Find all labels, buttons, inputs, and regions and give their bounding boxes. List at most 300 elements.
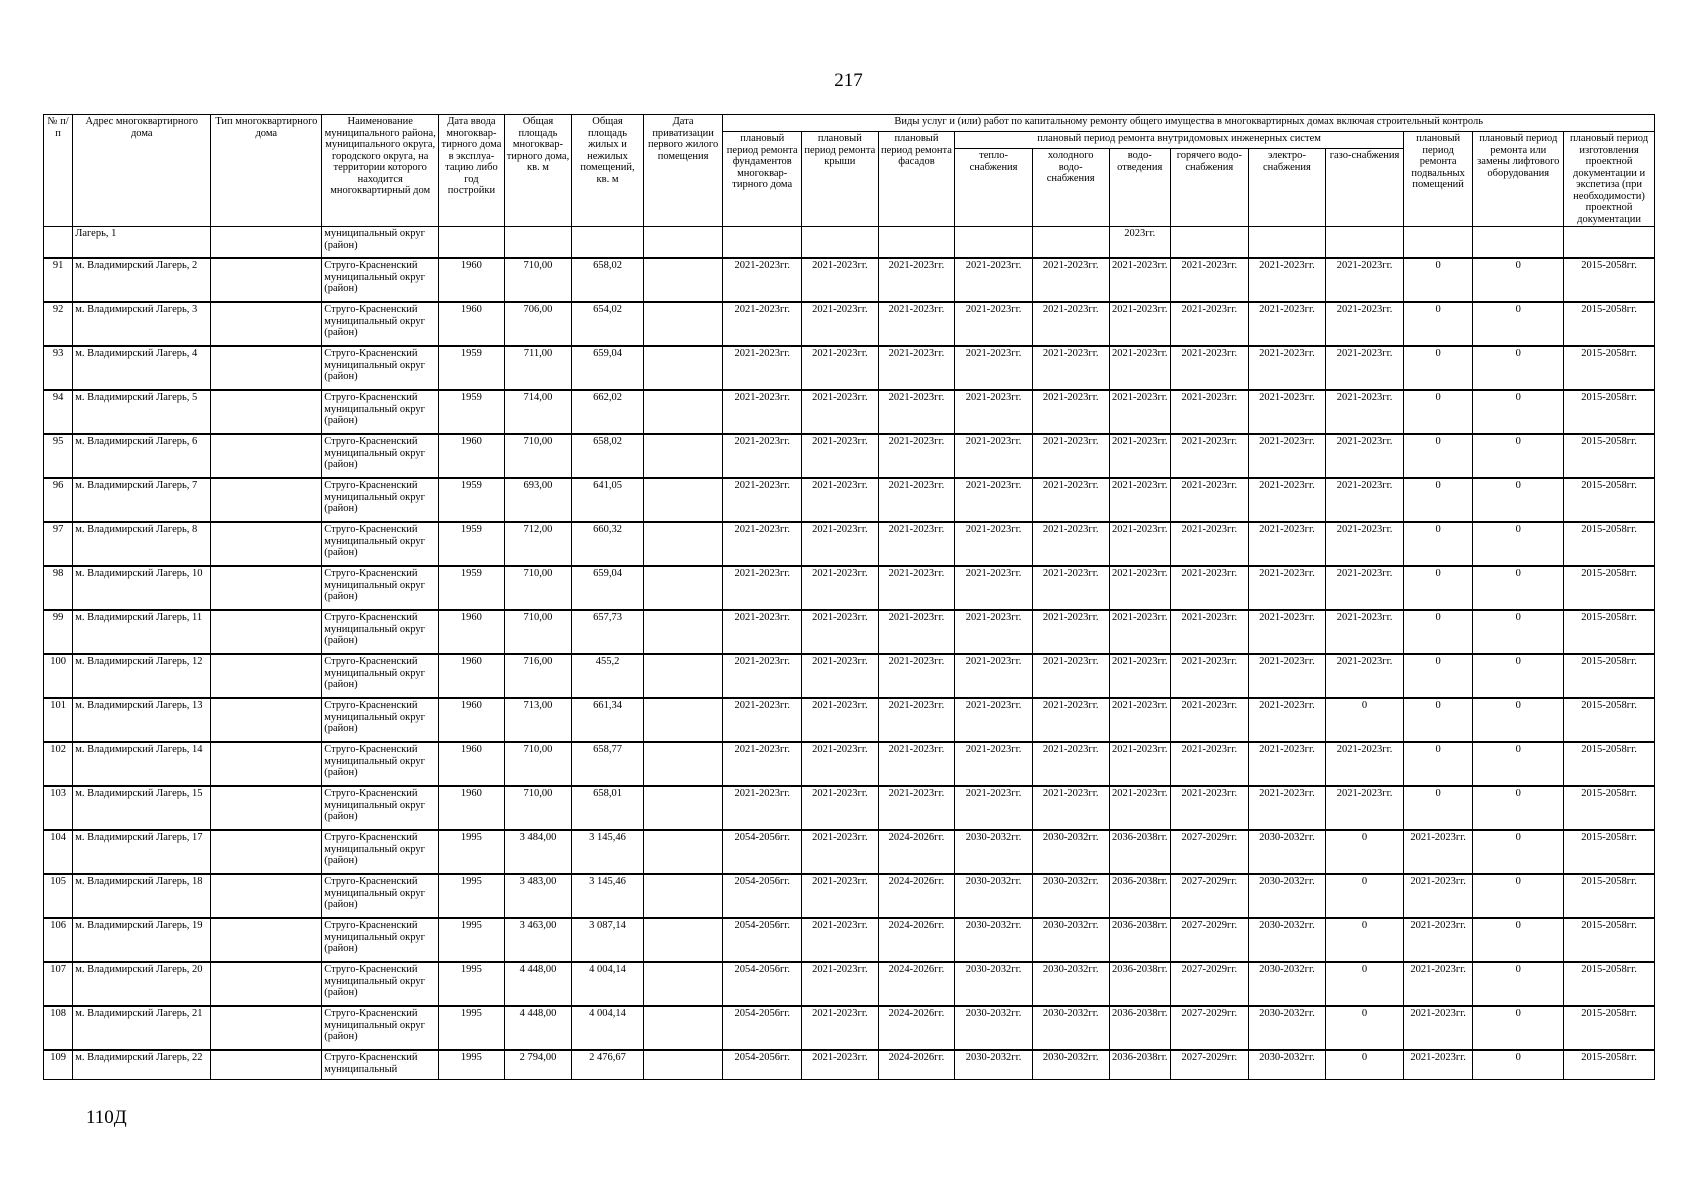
cell-address: м. Владимирский Лагерь, 3 — [73, 302, 211, 346]
cell-drainage: 2021-2023гг. — [1109, 566, 1170, 610]
cell-basement: 2021-2023гг. — [1403, 830, 1473, 874]
cell-living-area: 658,77 — [572, 742, 644, 786]
cell-privatization — [643, 434, 723, 478]
cell-municipality: Струго-Красненский муниципальный округ (район) — [322, 786, 439, 830]
cell-roof: 2021-2023гг. — [802, 478, 879, 522]
cell-design-docs: 2015-2058гг. — [1564, 918, 1655, 962]
cell-drainage: 2021-2023гг. — [1109, 654, 1170, 698]
cell-type — [211, 742, 322, 786]
cell-design-docs: 2015-2058гг. — [1564, 962, 1655, 1006]
cell-drainage: 2021-2023гг. — [1109, 698, 1170, 742]
cell-hot-water — [1170, 227, 1248, 259]
cell-municipality: Струго-Красненский муниципальный округ (район) — [322, 390, 439, 434]
cell-gas: 2021-2023гг. — [1326, 610, 1404, 654]
cell-year: 1960 — [439, 698, 505, 742]
cell-heat: 2021-2023гг. — [955, 390, 1033, 434]
cell-design-docs: 2015-2058гг. — [1564, 742, 1655, 786]
cell-elevator: 0 — [1473, 478, 1564, 522]
cell-elevator — [1473, 227, 1564, 259]
cell-facade: 2021-2023гг. — [878, 742, 955, 786]
cell-gas: 2021-2023гг. — [1326, 566, 1404, 610]
cell-municipality: Струго-Красненский муниципальный округ (район) — [322, 566, 439, 610]
cell-year: 1995 — [439, 918, 505, 962]
cell-type — [211, 918, 322, 962]
cell-basement: 2021-2023гг. — [1403, 1006, 1473, 1050]
cell-type — [211, 786, 322, 830]
cell-cold-water: 2021-2023гг. — [1032, 566, 1109, 610]
cell-facade: 2024-2026гг. — [878, 874, 955, 918]
table-row — [44, 874, 1655, 918]
header-elevator: плановый период ремонта или замены лифтового оборудования — [1473, 132, 1564, 227]
cell-hot-water: 2021-2023гг. — [1170, 698, 1248, 742]
cell-drainage: 2036-2038гг. — [1109, 918, 1170, 962]
cell-type — [211, 478, 322, 522]
cell-privatization — [643, 390, 723, 434]
cell-num: 98 — [44, 566, 73, 610]
cell-foundation: 2054-2056гг. — [723, 874, 802, 918]
cell-drainage: 2021-2023гг. — [1109, 302, 1170, 346]
cell-elevator: 0 — [1473, 610, 1564, 654]
cell-hot-water: 2027-2029гг. — [1170, 1050, 1248, 1080]
cell-drainage: 2021-2023гг. — [1109, 786, 1170, 830]
cell-basement: 0 — [1403, 346, 1473, 390]
table-row — [44, 258, 1655, 302]
cell-cold-water — [1032, 227, 1109, 259]
cell-elevator: 0 — [1473, 302, 1564, 346]
cell-foundation: 2054-2056гг. — [723, 830, 802, 874]
cell-municipality: Струго-Красненский муниципальный округ (район) — [322, 434, 439, 478]
cell-gas: 2021-2023гг. — [1326, 522, 1404, 566]
cell-design-docs — [1564, 227, 1655, 259]
cell-privatization — [643, 302, 723, 346]
cell-year: 1960 — [439, 302, 505, 346]
cell-living-area: 658,01 — [572, 786, 644, 830]
cell-gas — [1326, 227, 1404, 259]
cell-privatization — [643, 918, 723, 962]
header-type: Тип многоквартирного дома — [211, 115, 322, 227]
cell-drainage: 2021-2023гг. — [1109, 258, 1170, 302]
cell-elevator: 0 — [1473, 962, 1564, 1006]
cell-cold-water: 2030-2032гг. — [1032, 1006, 1109, 1050]
cell-gas: 2021-2023гг. — [1326, 302, 1404, 346]
header-privatization-date: Дата приватизации первого жилого помещения — [643, 115, 723, 227]
cell-year: 1995 — [439, 874, 505, 918]
cell-gas: 2021-2023гг. — [1326, 478, 1404, 522]
cell-year — [439, 227, 505, 259]
cell-privatization — [643, 522, 723, 566]
cell-privatization — [643, 1050, 723, 1080]
cell-cold-water: 2021-2023гг. — [1032, 346, 1109, 390]
cell-year: 1960 — [439, 258, 505, 302]
cell-cold-water: 2021-2023гг. — [1032, 522, 1109, 566]
cell-cold-water: 2030-2032гг. — [1032, 830, 1109, 874]
header-drainage: водо-отведения — [1109, 149, 1170, 227]
cell-municipality: Струго-Красненский муниципальный округ (район) — [322, 258, 439, 302]
cell-total-area: 710,00 — [504, 786, 572, 830]
cell-total-area — [504, 227, 572, 259]
cell-gas: 2021-2023гг. — [1326, 654, 1404, 698]
cell-foundation: 2021-2023гг. — [723, 390, 802, 434]
cell-num: 106 — [44, 918, 73, 962]
cell-facade — [878, 227, 955, 259]
cell-foundation — [723, 227, 802, 259]
cell-basement: 0 — [1403, 566, 1473, 610]
cell-num: 100 — [44, 654, 73, 698]
cell-num: 95 — [44, 434, 73, 478]
cell-drainage: 2036-2038гг. — [1109, 830, 1170, 874]
cell-privatization — [643, 698, 723, 742]
cell-roof: 2021-2023гг. — [802, 786, 879, 830]
cell-electric: 2021-2023гг. — [1248, 522, 1326, 566]
cell-address: м. Владимирский Лагерь, 13 — [73, 698, 211, 742]
cell-elevator: 0 — [1473, 786, 1564, 830]
cell-num: 99 — [44, 610, 73, 654]
cell-basement: 0 — [1403, 786, 1473, 830]
header-address: Адрес многоквартирного дома — [73, 115, 211, 227]
cell-hot-water: 2021-2023гг. — [1170, 478, 1248, 522]
cell-type — [211, 1006, 322, 1050]
cell-cold-water: 2021-2023гг. — [1032, 742, 1109, 786]
cell-design-docs: 2015-2058гг. — [1564, 1050, 1655, 1080]
cell-electric: 2021-2023гг. — [1248, 478, 1326, 522]
cell-municipality: Струго-Красненский муниципальный округ (район) — [322, 742, 439, 786]
cell-elevator: 0 — [1473, 874, 1564, 918]
cell-privatization — [643, 610, 723, 654]
cell-municipality: Струго-Красненский муниципальный округ (район) — [322, 698, 439, 742]
cell-gas: 2021-2023гг. — [1326, 434, 1404, 478]
cell-year: 1995 — [439, 962, 505, 1006]
cell-cold-water: 2021-2023гг. — [1032, 390, 1109, 434]
cell-facade: 2021-2023гг. — [878, 258, 955, 302]
cell-cold-water: 2030-2032гг. — [1032, 1050, 1109, 1080]
cell-privatization — [643, 1006, 723, 1050]
cell-total-area: 710,00 — [504, 610, 572, 654]
header-roof: плановый период ремонта крыши — [802, 132, 879, 227]
cell-facade: 2024-2026гг. — [878, 830, 955, 874]
cell-type — [211, 610, 322, 654]
cell-gas: 2021-2023гг. — [1326, 346, 1404, 390]
cell-basement: 2021-2023гг. — [1403, 874, 1473, 918]
table-row — [44, 962, 1655, 1006]
cell-electric: 2021-2023гг. — [1248, 258, 1326, 302]
table-row — [44, 302, 1655, 346]
cell-elevator: 0 — [1473, 918, 1564, 962]
cell-foundation: 2054-2056гг. — [723, 1006, 802, 1050]
cell-facade: 2021-2023гг. — [878, 698, 955, 742]
cell-address: м. Владимирский Лагерь, 17 — [73, 830, 211, 874]
cell-electric: 2021-2023гг. — [1248, 302, 1326, 346]
cell-privatization — [643, 830, 723, 874]
header-hot-water: горячего водо-снабжения — [1170, 149, 1248, 227]
cell-year: 1959 — [439, 566, 505, 610]
cell-num: 101 — [44, 698, 73, 742]
cell-living-area: 455,2 — [572, 654, 644, 698]
cell-electric: 2030-2032гг. — [1248, 918, 1326, 962]
cell-hot-water: 2027-2029гг. — [1170, 1006, 1248, 1050]
cell-electric: 2021-2023гг. — [1248, 610, 1326, 654]
cell-privatization — [643, 566, 723, 610]
table-row — [44, 742, 1655, 786]
cell-drainage: 2021-2023гг. — [1109, 522, 1170, 566]
cell-elevator: 0 — [1473, 654, 1564, 698]
cell-municipality: Струго-Красненский муниципальный округ (район) — [322, 522, 439, 566]
cell-address: м. Владимирский Лагерь, 7 — [73, 478, 211, 522]
cell-year: 1960 — [439, 610, 505, 654]
cell-privatization — [643, 258, 723, 302]
cell-basement: 2021-2023гг. — [1403, 962, 1473, 1006]
cell-year: 1995 — [439, 1006, 505, 1050]
cell-type — [211, 302, 322, 346]
cell-drainage: 2021-2023гг. — [1109, 346, 1170, 390]
cell-living-area: 2 476,67 — [572, 1050, 644, 1080]
cell-drainage: 2021-2023гг. — [1109, 390, 1170, 434]
cell-total-area: 2 794,00 — [504, 1050, 572, 1080]
cell-hot-water: 2021-2023гг. — [1170, 390, 1248, 434]
cell-hot-water: 2027-2029гг. — [1170, 874, 1248, 918]
table-row — [44, 346, 1655, 390]
cell-total-area: 712,00 — [504, 522, 572, 566]
cell-num: 94 — [44, 390, 73, 434]
cell-hot-water: 2021-2023гг. — [1170, 610, 1248, 654]
cell-municipality: Струго-Красненский муниципальный округ (район) — [322, 346, 439, 390]
cell-facade: 2024-2026гг. — [878, 918, 955, 962]
cell-cold-water: 2021-2023гг. — [1032, 698, 1109, 742]
cell-total-area: 693,00 — [504, 478, 572, 522]
cell-living-area: 657,73 — [572, 610, 644, 654]
cell-privatization — [643, 874, 723, 918]
cell-municipality: Струго-Красненский муниципальный округ (район) — [322, 654, 439, 698]
cell-year: 1960 — [439, 654, 505, 698]
cell-drainage: 2036-2038гг. — [1109, 1050, 1170, 1080]
cell-foundation: 2021-2023гг. — [723, 302, 802, 346]
cell-num: 97 — [44, 522, 73, 566]
cell-design-docs: 2015-2058гг. — [1564, 346, 1655, 390]
cell-roof: 2021-2023гг. — [802, 654, 879, 698]
cell-privatization — [643, 962, 723, 1006]
cell-address: м. Владимирский Лагерь, 2 — [73, 258, 211, 302]
header-total-area: Общая площадь многоквар-тирного дома, кв. м — [504, 115, 572, 227]
cell-total-area: 710,00 — [504, 566, 572, 610]
cell-cold-water: 2030-2032гг. — [1032, 874, 1109, 918]
cell-gas: 0 — [1326, 830, 1404, 874]
cell-year: 1995 — [439, 1050, 505, 1080]
cell-type — [211, 390, 322, 434]
cell-privatization — [643, 478, 723, 522]
cell-gas: 0 — [1326, 962, 1404, 1006]
cell-address: м. Владимирский Лагерь, 5 — [73, 390, 211, 434]
cell-elevator: 0 — [1473, 390, 1564, 434]
cell-facade: 2024-2026гг. — [878, 1050, 955, 1080]
capital-repair-table — [43, 114, 1655, 1080]
cell-cold-water: 2030-2032гг. — [1032, 918, 1109, 962]
table-row — [44, 654, 1655, 698]
cell-basement: 0 — [1403, 698, 1473, 742]
cell-cold-water: 2021-2023гг. — [1032, 434, 1109, 478]
cell-facade: 2021-2023гг. — [878, 566, 955, 610]
cell-type — [211, 346, 322, 390]
cell-total-area: 716,00 — [504, 654, 572, 698]
continuation-row — [44, 227, 1655, 259]
cell-facade: 2021-2023гг. — [878, 610, 955, 654]
cell-foundation: 2021-2023гг. — [723, 566, 802, 610]
cell-heat: 2030-2032гг. — [955, 918, 1033, 962]
table-row — [44, 786, 1655, 830]
cell-hot-water: 2027-2029гг. — [1170, 918, 1248, 962]
cell-living-area: 659,04 — [572, 566, 644, 610]
header-commission-date: Дата ввода многоквар-тирного дома в эксплуа-тацию либо год постройки — [439, 115, 505, 227]
cell-design-docs: 2015-2058гг. — [1564, 478, 1655, 522]
cell-municipality: Струго-Красненский муниципальный округ (район) — [322, 918, 439, 962]
header-electric: электро-снабжения — [1248, 149, 1326, 227]
cell-elevator: 0 — [1473, 566, 1564, 610]
cell-type — [211, 434, 322, 478]
cell-total-area: 4 448,00 — [504, 962, 572, 1006]
cell-drainage: 2036-2038гг. — [1109, 1006, 1170, 1050]
header-heat: тепло-снабжения — [955, 149, 1033, 227]
header-municipality: Наименование муниципального района, муниципального округа, городского округа, на территории которого находится многоквартирный дом — [322, 115, 439, 227]
cell-type — [211, 654, 322, 698]
cell-heat: 2021-2023гг. — [955, 566, 1033, 610]
cell-basement: 0 — [1403, 478, 1473, 522]
cell-electric: 2021-2023гг. — [1248, 742, 1326, 786]
cell-foundation: 2021-2023гг. — [723, 610, 802, 654]
cell-cold-water: 2021-2023гг. — [1032, 258, 1109, 302]
cell-roof: 2021-2023гг. — [802, 302, 879, 346]
cell-municipality: Струго-Красненский муниципальный округ (район) — [322, 610, 439, 654]
cell-roof: 2021-2023гг. — [802, 566, 879, 610]
table-row — [44, 698, 1655, 742]
cell-roof: 2021-2023гг. — [802, 1006, 879, 1050]
cell-design-docs: 2015-2058гг. — [1564, 830, 1655, 874]
cell-num: 103 — [44, 786, 73, 830]
cell-elevator: 0 — [1473, 1050, 1564, 1080]
cell-electric: 2021-2023гг. — [1248, 786, 1326, 830]
cell-municipality: Струго-Красненский муниципальный округ (район) — [322, 874, 439, 918]
cell-total-area: 4 448,00 — [504, 1006, 572, 1050]
cell-heat: 2021-2023гг. — [955, 522, 1033, 566]
cell-address: м. Владимирский Лагерь, 12 — [73, 654, 211, 698]
cell-basement: 2021-2023гг. — [1403, 918, 1473, 962]
table-row — [44, 434, 1655, 478]
cell-elevator: 0 — [1473, 522, 1564, 566]
cell-drainage: 2036-2038гг. — [1109, 962, 1170, 1006]
cell-cold-water: 2030-2032гг. — [1032, 962, 1109, 1006]
cell-cold-water: 2021-2023гг. — [1032, 786, 1109, 830]
table-row — [44, 566, 1655, 610]
cell-hot-water: 2027-2029гг. — [1170, 962, 1248, 1006]
cell-foundation: 2021-2023гг. — [723, 786, 802, 830]
cell-type — [211, 962, 322, 1006]
cell-drainage: 2021-2023гг. — [1109, 434, 1170, 478]
table-row — [44, 522, 1655, 566]
cell-electric: 2021-2023гг. — [1248, 434, 1326, 478]
cell-heat: 2030-2032гг. — [955, 1050, 1033, 1080]
cell-type — [211, 1050, 322, 1080]
cell-gas: 2021-2023гг. — [1326, 742, 1404, 786]
cell-gas: 0 — [1326, 698, 1404, 742]
cell-municipality: Струго-Красненский муниципальный округ (район) — [322, 302, 439, 346]
cell-facade: 2021-2023гг. — [878, 654, 955, 698]
cell-heat: 2021-2023гг. — [955, 346, 1033, 390]
cell-year: 1959 — [439, 390, 505, 434]
cell-cold-water: 2021-2023гг. — [1032, 302, 1109, 346]
cell-roof: 2021-2023гг. — [802, 918, 879, 962]
cell-cold-water: 2021-2023гг. — [1032, 478, 1109, 522]
header-cold-water: холодного водо-снабжения — [1032, 149, 1109, 227]
cell-address: Лагерь, 1 — [73, 227, 211, 259]
cell-elevator: 0 — [1473, 698, 1564, 742]
cell-num: 107 — [44, 962, 73, 1006]
cell-num: 91 — [44, 258, 73, 302]
cell-basement: 0 — [1403, 522, 1473, 566]
cell-heat: 2030-2032гг. — [955, 962, 1033, 1006]
cell-year: 1959 — [439, 478, 505, 522]
cell-heat: 2021-2023гг. — [955, 434, 1033, 478]
cell-total-area: 711,00 — [504, 346, 572, 390]
cell-foundation: 2021-2023гг. — [723, 742, 802, 786]
cell-drainage: 2021-2023гг. — [1109, 742, 1170, 786]
cell-living-area: 4 004,14 — [572, 1006, 644, 1050]
cell-roof: 2021-2023гг. — [802, 610, 879, 654]
cell-year: 1959 — [439, 522, 505, 566]
cell-facade: 2024-2026гг. — [878, 962, 955, 1006]
cell-heat: 2021-2023гг. — [955, 698, 1033, 742]
cell-gas: 0 — [1326, 918, 1404, 962]
table-row — [44, 610, 1655, 654]
cell-basement: 0 — [1403, 258, 1473, 302]
cell-municipality: Струго-Красненский муниципальный — [322, 1050, 439, 1080]
cell-hot-water: 2021-2023гг. — [1170, 786, 1248, 830]
cell-heat: 2021-2023гг. — [955, 478, 1033, 522]
cell-roof: 2021-2023гг. — [802, 346, 879, 390]
cell-heat: 2030-2032гг. — [955, 1006, 1033, 1050]
cell-foundation: 2054-2056гг. — [723, 1050, 802, 1080]
cell-foundation: 2021-2023гг. — [723, 698, 802, 742]
cell-facade: 2021-2023гг. — [878, 346, 955, 390]
cell-gas: 0 — [1326, 1006, 1404, 1050]
cell-foundation: 2054-2056гг. — [723, 962, 802, 1006]
cell-heat: 2021-2023гг. — [955, 742, 1033, 786]
cell-hot-water: 2021-2023гг. — [1170, 258, 1248, 302]
cell-heat: 2021-2023гг. — [955, 654, 1033, 698]
cell-living-area: 3 145,46 — [572, 830, 644, 874]
cell-privatization — [643, 227, 723, 259]
header-gas: газо-снабжения — [1326, 149, 1404, 227]
cell-num: 93 — [44, 346, 73, 390]
cell-electric: 2030-2032гг. — [1248, 1050, 1326, 1080]
cell-electric: 2030-2032гг. — [1248, 962, 1326, 1006]
table-row — [44, 390, 1655, 434]
cell-drainage: 2021-2023гг. — [1109, 478, 1170, 522]
cell-living-area: 662,02 — [572, 390, 644, 434]
cell-address: м. Владимирский Лагерь, 22 — [73, 1050, 211, 1080]
cell-drainage: 2036-2038гг. — [1109, 874, 1170, 918]
cell-facade: 2021-2023гг. — [878, 302, 955, 346]
cell-type — [211, 258, 322, 302]
cell-living-area: 661,34 — [572, 698, 644, 742]
cell-electric: 2030-2032гг. — [1248, 874, 1326, 918]
cell-privatization — [643, 786, 723, 830]
cell-design-docs: 2015-2058гг. — [1564, 698, 1655, 742]
cell-num: 104 — [44, 830, 73, 874]
cell-design-docs: 2015-2058гг. — [1564, 610, 1655, 654]
cell-gas: 2021-2023гг. — [1326, 390, 1404, 434]
cell-privatization — [643, 346, 723, 390]
header-facade: плановый период ремонта фасадов — [878, 132, 955, 227]
cell-foundation: 2021-2023гг. — [723, 654, 802, 698]
cell-design-docs: 2015-2058гг. — [1564, 874, 1655, 918]
cell-heat: 2021-2023гг. — [955, 786, 1033, 830]
